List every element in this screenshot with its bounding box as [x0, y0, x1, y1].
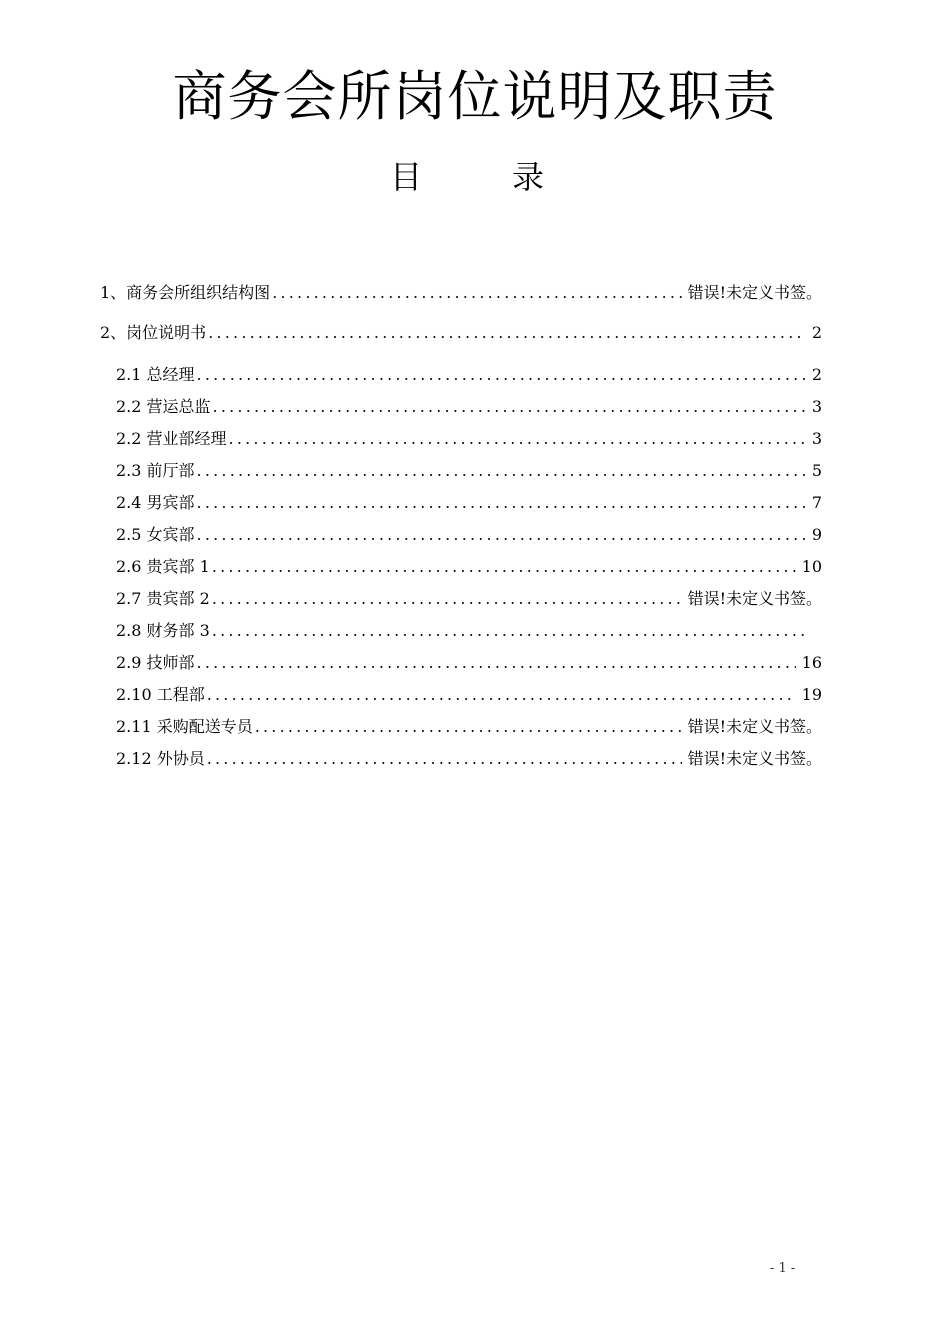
toc-leader-dots — [255, 716, 682, 738]
toc-entry-engineering[interactable] — [116, 684, 822, 706]
toc-leader-dots — [207, 748, 682, 770]
toc-entry-label: 2.8 财务部 3 — [116, 621, 210, 640]
toc-heading — [0, 155, 950, 199]
toc-entry-business-manager[interactable] — [116, 428, 822, 450]
toc-entry-page: 16 — [801, 653, 822, 672]
toc-entry-label: 2.5 女宾部 — [116, 525, 195, 544]
toc-entry-vip-section-1[interactable] — [116, 556, 822, 578]
toc-leader-dots — [197, 460, 806, 482]
toc-entry-page: 3 — [811, 429, 822, 448]
toc-entry-page: 19 — [801, 685, 822, 704]
toc-entry-label: 2.7 贵宾部 2 — [116, 589, 210, 608]
toc-entry-job-descriptions[interactable] — [100, 322, 822, 344]
toc-entry-page: 错误!未定义书签。 — [687, 589, 822, 608]
toc-leader-dots — [197, 492, 806, 514]
document-title: 商务会所岗位说明及职责 — [172, 65, 778, 128]
toc-entry-finance[interactable] — [116, 620, 822, 642]
toc-heading-char-1: 目 — [390, 158, 423, 196]
toc-leader-dots — [197, 524, 806, 546]
toc-entry-label: 2.12 外协员 — [116, 749, 205, 768]
toc-entry-vip-section-2[interactable] — [116, 588, 822, 610]
toc-leader-dots — [212, 588, 682, 610]
toc-entry-label: 2.9 技师部 — [116, 653, 195, 672]
toc-entry-page: 7 — [811, 493, 822, 512]
toc-leader-dots — [207, 684, 796, 706]
toc-entry-org-chart[interactable] — [100, 282, 822, 304]
toc-leader-dots — [213, 396, 806, 418]
toc-entry-page: 错误!未定义书签。 — [687, 283, 822, 302]
toc-leader-dots — [197, 364, 806, 386]
toc-entry-front-office[interactable] — [116, 460, 822, 482]
toc-entry-external-liaison[interactable] — [116, 748, 822, 770]
toc-entry-page: 3 — [811, 397, 822, 416]
toc-entry-label: 1、商务会所组织结构图 — [100, 283, 271, 302]
toc-entry-page: 2 — [811, 323, 822, 342]
toc-entry-page: 错误!未定义书签。 — [687, 717, 822, 736]
toc-entry-page: 9 — [811, 525, 822, 544]
toc-entry-operations-director[interactable] — [116, 396, 822, 418]
toc-entry-general-manager[interactable] — [116, 364, 822, 386]
toc-leader-dots — [272, 282, 681, 304]
toc-leader-dots — [197, 652, 796, 674]
toc-entry-page: 5 — [811, 461, 822, 480]
toc-entry-label: 2、岗位说明书 — [100, 323, 207, 342]
toc-entry-label: 2.6 贵宾部 1 — [116, 557, 210, 576]
toc-leader-dots — [212, 556, 796, 578]
toc-heading-char-2: 录 — [512, 158, 545, 196]
toc-entry-mens-section[interactable] — [116, 492, 822, 514]
toc-entry-womens-section[interactable] — [116, 524, 822, 546]
toc-leader-dots — [212, 620, 806, 642]
toc-entry-label: 2.1 总经理 — [116, 365, 195, 384]
toc-entry-label: 2.10 工程部 — [116, 685, 205, 704]
toc-entry-page: 错误!未定义书签。 — [687, 749, 822, 768]
toc-entry-page: 2 — [811, 365, 822, 384]
toc-leader-dots — [208, 322, 806, 344]
toc-entry-label: 2.2 营业部经理 — [116, 429, 227, 448]
page-number: - 1 - — [770, 1261, 796, 1276]
toc-leader-dots — [229, 428, 806, 450]
toc-entry-label: 2.11 采购配送专员 — [116, 717, 253, 736]
toc-entry-technicians[interactable] — [116, 652, 822, 674]
toc-entry-label: 2.2 营运总监 — [116, 397, 211, 416]
toc-entry-label: 2.4 男宾部 — [116, 493, 195, 512]
toc-entry-label: 2.3 前厅部 — [116, 461, 195, 480]
toc-entry-purchasing[interactable] — [116, 716, 822, 738]
toc-entry-page: 10 — [801, 557, 822, 576]
